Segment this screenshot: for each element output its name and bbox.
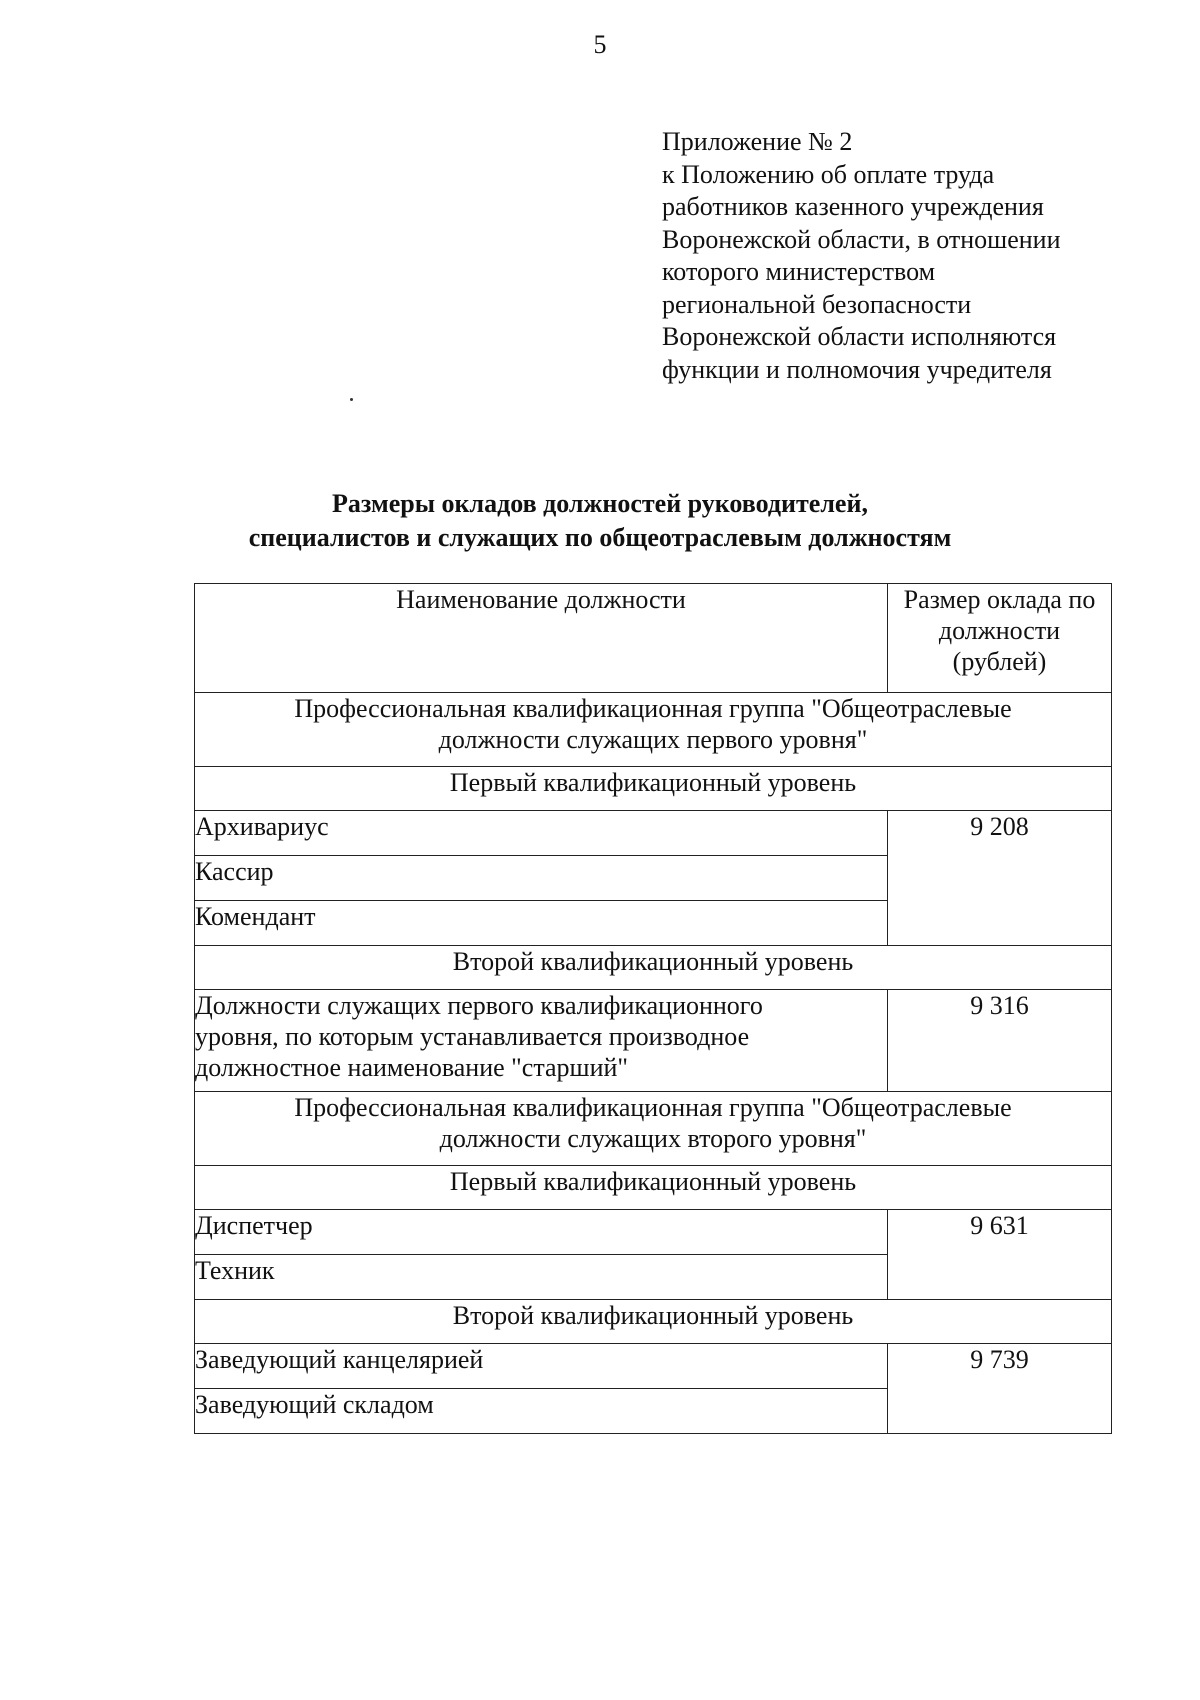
table-header-row	[195, 584, 1112, 693]
header-salary	[888, 584, 1112, 693]
annex-header	[662, 126, 1060, 386]
level-row	[195, 1300, 1112, 1344]
position-name: Комендант	[195, 901, 888, 946]
level-title: Первый квалификационный уровень	[195, 1166, 1112, 1210]
position-name-line: Должности служащих первого квалификационного	[195, 991, 763, 1020]
salary-amount: 9 739	[888, 1344, 1112, 1434]
annex-line: Воронежской области исполняются	[662, 322, 1057, 351]
group-title-line: Профессиональная квалификационная группа "Общеотраслевые	[294, 1093, 1012, 1122]
title-line: Размеры окладов должностей руководителей,	[332, 489, 868, 518]
annex-line: которого министерством	[662, 257, 936, 286]
header-salary-line: Размер оклада по	[903, 585, 1096, 614]
position-name: Заведующий канцелярией	[195, 1344, 888, 1389]
group-title-line: должности служащих первого уровня"	[438, 725, 868, 754]
position-name: Кассир	[195, 856, 888, 901]
position-name: Диспетчер	[195, 1210, 888, 1255]
level-title: Первый квалификационный уровень	[195, 767, 1112, 811]
header-salary-line: (рублей)	[952, 647, 1047, 676]
level-title: Второй квалификационный уровень	[195, 1300, 1112, 1344]
group-title-line: Профессиональная квалификационная группа "Общеотраслевые	[294, 694, 1012, 723]
scan-speck	[350, 398, 353, 401]
group-row	[195, 693, 1112, 767]
level-title: Второй квалификационный уровень	[195, 946, 1112, 990]
title-line: специалистов и служащих по общеотраслевым должностям	[248, 523, 952, 552]
group-title	[195, 693, 1112, 767]
salary-amount: 9 316	[888, 990, 1112, 1092]
position-name: Архивариус	[195, 811, 888, 856]
position-name: Заведующий складом	[195, 1389, 888, 1434]
position-name-line: должностное наименование "старший"	[195, 1053, 629, 1082]
group-row	[195, 1092, 1112, 1166]
header-position-name: Наименование должности	[195, 584, 888, 693]
position-name-line: уровня, по которым устанавливается производное	[195, 1022, 750, 1051]
position-name: Техник	[195, 1255, 888, 1300]
table-row	[195, 1344, 1112, 1389]
group-title	[195, 1092, 1112, 1166]
position-name	[195, 990, 888, 1092]
salary-table	[194, 583, 1112, 1434]
level-row	[195, 1166, 1112, 1210]
table-row	[195, 990, 1112, 1092]
level-row	[195, 946, 1112, 990]
annex-line: к Положению об оплате труда	[662, 159, 995, 189]
annex-line: Приложение № 2	[662, 127, 853, 156]
annex-line: работников казенного учреждения	[662, 192, 1044, 221]
salary-amount: 9 631	[888, 1210, 1112, 1300]
table-row	[195, 1210, 1112, 1255]
group-title-line: должности служащих второго уровня"	[439, 1124, 867, 1153]
table-row	[195, 811, 1112, 856]
annex-line: региональной безопасности	[662, 289, 972, 319]
level-row	[195, 767, 1112, 811]
document-title	[0, 487, 1200, 555]
salary-amount: 9 208	[888, 811, 1112, 946]
header-salary-line: должности	[938, 616, 1061, 645]
annex-line: Воронежской области, в отношении	[662, 224, 1061, 254]
annex-line: функции и полномочия учредителя	[662, 354, 1052, 384]
page-number: 5	[593, 30, 607, 59]
